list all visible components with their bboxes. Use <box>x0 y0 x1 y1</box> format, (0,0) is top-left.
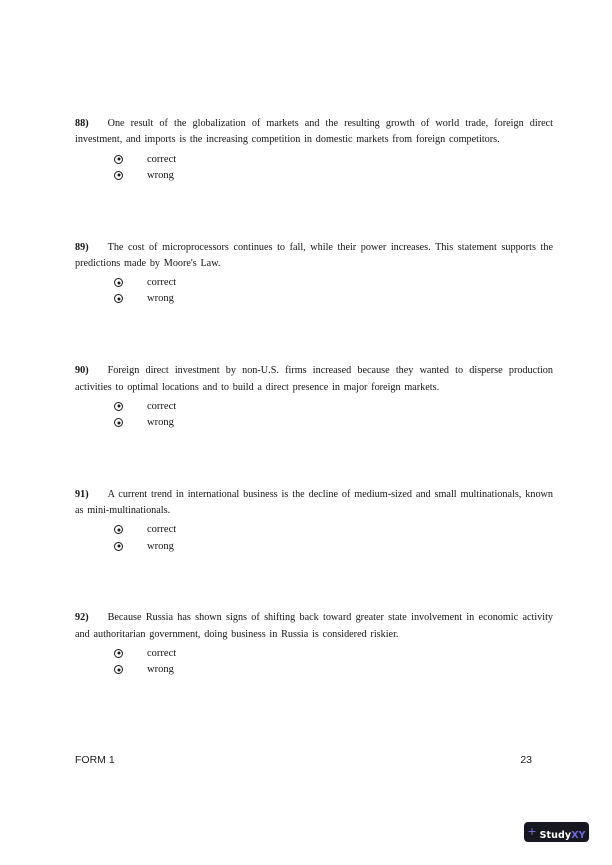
option-label: wrong <box>147 169 174 181</box>
option-label: wrong <box>147 293 174 305</box>
question-number: 88) <box>75 118 89 129</box>
radio-button-icon[interactable] <box>114 649 123 658</box>
brand-name-primary: Study <box>539 829 572 841</box>
question-88 <box>75 116 553 184</box>
page-number: 23 <box>520 754 532 766</box>
radio-button-icon[interactable] <box>114 418 123 427</box>
radio-button-icon[interactable] <box>114 278 123 287</box>
radio-button-icon[interactable] <box>114 542 123 551</box>
options-group <box>75 398 553 431</box>
option-label: correct <box>147 277 177 289</box>
option-label: correct <box>147 153 177 165</box>
option-correct[interactable] <box>75 151 553 167</box>
options-group <box>75 274 553 307</box>
option-correct[interactable] <box>75 645 553 661</box>
question-91 <box>75 487 553 555</box>
question-89 <box>75 240 553 308</box>
form-label: FORM 1 <box>75 754 115 766</box>
question-body: Foreign direct investment by non-U.S. firms increased because they wanted to disperse production activities to optimal locations and to build a direct presence in major foreign markets. <box>75 365 553 393</box>
option-wrong[interactable] <box>75 662 553 678</box>
question-92 <box>75 610 553 678</box>
option-wrong[interactable] <box>75 167 553 183</box>
question-text <box>75 610 553 643</box>
question-number: 89) <box>75 241 89 253</box>
question-text <box>75 363 553 396</box>
question-body: One result of the globalization of markets and the resulting growth of world trade, foreign direct investment, and imports is the increasing competition in domestic markets from foreign competitors. <box>75 118 553 146</box>
option-correct[interactable] <box>75 398 553 414</box>
question-body: A current trend in international business is the decline of medium-sized and small multinationals, known as mini-multinationals. <box>75 488 553 517</box>
radio-button-icon[interactable] <box>114 402 123 411</box>
radio-button-icon[interactable] <box>114 171 123 180</box>
option-label: correct <box>147 400 177 412</box>
radio-button-icon[interactable] <box>114 525 123 534</box>
question-number: 91) <box>75 488 89 500</box>
option-correct[interactable] <box>75 274 553 290</box>
question-number: 92) <box>75 612 89 624</box>
studyxy-brand-badge <box>524 822 589 842</box>
radio-button-icon[interactable] <box>114 294 123 303</box>
question-body: Because Russia has shown signs of shifting back toward greater state involvement in economic activity and authoritarian government, doing business in Russia is considered riskier. <box>75 612 553 640</box>
option-wrong[interactable] <box>75 291 553 307</box>
options-group <box>75 151 553 184</box>
options-group <box>75 645 553 678</box>
option-label: correct <box>147 647 177 659</box>
option-label: correct <box>147 524 177 536</box>
option-wrong[interactable] <box>75 538 553 554</box>
option-label: wrong <box>147 540 174 552</box>
radio-button-icon[interactable] <box>114 155 123 164</box>
brand-name <box>540 823 586 842</box>
question-text <box>75 487 553 520</box>
question-text <box>75 116 553 149</box>
option-label: wrong <box>147 664 174 676</box>
options-group <box>75 522 553 555</box>
questions-list <box>75 116 553 734</box>
plus-icon: + <box>527 825 537 838</box>
option-label: wrong <box>147 417 174 429</box>
brand-name-accent: XY <box>571 829 586 841</box>
radio-button-icon[interactable] <box>114 665 123 674</box>
option-wrong[interactable] <box>75 414 553 430</box>
question-90 <box>75 363 553 431</box>
question-number: 90) <box>75 365 89 377</box>
page-footer <box>75 754 532 766</box>
option-correct[interactable] <box>75 522 553 538</box>
question-text <box>75 240 553 273</box>
question-body: The cost of microprocessors continues to fall, while their power increases. This statement supports the predictions made by Moore's Law. <box>75 241 553 269</box>
